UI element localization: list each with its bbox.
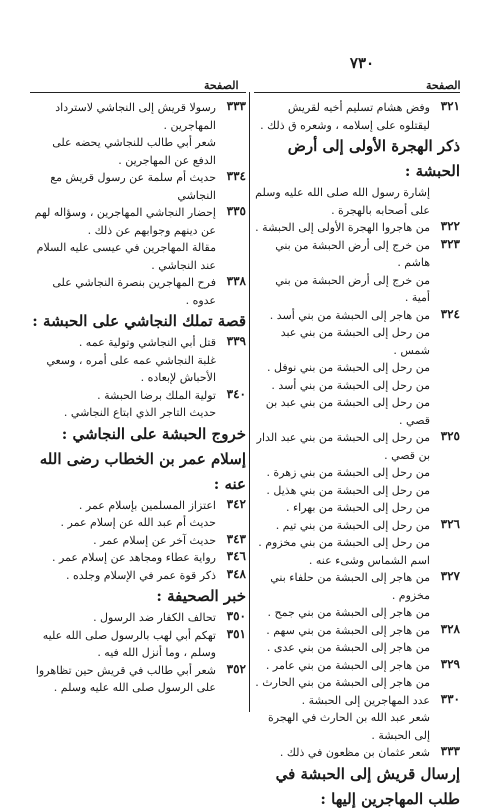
toc-entry	[254, 499, 460, 517]
entry-title: من رحل إلى الحبشة من بني تيم .	[275, 518, 430, 532]
entry-title: تولية الملك برضا الحبشة .	[97, 388, 216, 402]
toc-entry	[254, 517, 460, 535]
entry-page-number: ٣٣٠	[440, 691, 460, 706]
toc-entry	[30, 497, 246, 515]
toc-entry	[254, 307, 460, 325]
entry-title: من رحل إلى الحبشة من بني هذيل .	[266, 483, 430, 497]
toc-entry	[30, 549, 246, 567]
toc-entry	[30, 627, 246, 662]
toc-entry	[254, 377, 460, 395]
entry-title: حديث آخر عن إسلام عمر .	[93, 533, 216, 547]
entry-title: تحالف الكفار ضد الرسول .	[93, 611, 216, 624]
entry-title: تهكم أبي لهب بالرسول صلى الله عليه وسلم ، وما أنزل الله فيه .	[42, 628, 216, 659]
entry-title: من رحل إلى الحبشة من بني أسد .	[271, 378, 430, 392]
entry-title: شعر أبي طالب في قريش حين تظاهروا على الرسول صلى الله عليه وسلم .	[35, 663, 216, 694]
entry-title: إشارة رسول الله صلى الله عليه وسلم على أصحابه بالهجرة .	[255, 186, 430, 217]
entry-title: من هاجر إلى الحبشة من بني عدى .	[266, 641, 430, 654]
entry-title: من رحل إلى الحبشة من بني عبد الدار بن قصي .	[256, 431, 430, 462]
entry-title: من هاجر إلى الحبشة من بني الحارث .	[255, 676, 430, 689]
entry-title: من هاجر إلى الحبشة من بني جمح .	[267, 606, 430, 619]
entry-title: حديث التاجر الذي ابتاع النجاشي .	[63, 406, 216, 419]
entry-page-number: ٣٢٨	[440, 621, 460, 636]
entry-title: ذكر قوة عمر في الإسلام وجلده .	[65, 568, 216, 582]
toc-entry	[254, 324, 460, 359]
entry-page-number: ٣٢٦	[440, 516, 460, 531]
entry-title: من رحل إلى الحبشة من بهراء .	[286, 501, 430, 514]
toc-entry	[30, 609, 246, 627]
toc-entry	[30, 99, 246, 134]
toc-entry	[30, 567, 246, 585]
entry-title: من رحل إلى الحبشة من بني عبد شمس .	[280, 326, 430, 357]
entry-page-number: ٣٤٢	[226, 496, 246, 511]
toc-entry	[254, 534, 460, 552]
toc-entry	[30, 532, 246, 550]
entry-title: شعر عبد الله بن الحارث في الهجرة إلى الحبشة .	[268, 711, 430, 742]
toc-entry	[30, 134, 246, 169]
entry-title: من رحل إلى الحبشة من بني عبد بن قصي .	[265, 396, 430, 427]
entry-title: اعتزاز المسلمين بإسلام عمر .	[78, 498, 216, 512]
entry-title: حديث أم عبد الله عن إسلام عمر .	[60, 516, 216, 529]
entry-page-number: ٣٤٠	[226, 386, 246, 401]
entry-title: قتل أبي النجاشي وتولية عمه .	[78, 336, 216, 349]
section-heading: إسلام عمر بن الخطاب رضى الله عنه :	[39, 449, 246, 493]
toc-entry	[254, 394, 460, 429]
entry-title: اسم الشماس وشىء عنه .	[308, 553, 430, 567]
toc-entry	[254, 744, 460, 762]
entry-page-number: ٣٣٩	[226, 334, 246, 348]
toc-entry	[254, 552, 460, 570]
entry-page-number: ٣٢٤	[440, 306, 460, 321]
left-header-rule	[30, 92, 246, 93]
toc-entry	[30, 662, 246, 697]
toc-entry	[30, 274, 246, 309]
entry-page-number: ٣٥١	[226, 626, 246, 641]
section-heading: خبر الصحيفة :	[156, 587, 246, 605]
toc-entry	[30, 334, 246, 352]
entry-page-number: ٣٣٨	[226, 274, 246, 288]
entry-title: رسولا قريش إلى النجاشي لاسترداد المهاجرين .	[55, 101, 216, 132]
entry-title: شعر أبي طالب للنجاشي يحضه على الدفع عن المهاجرين .	[52, 136, 216, 167]
right-column-header: الصفحة	[426, 79, 461, 92]
entry-page-number: ٣٥٠	[226, 609, 246, 623]
section-heading: إرسال قريش إلى الحبشة في طلب المهاجرين إليها :	[275, 764, 460, 808]
toc-entry	[254, 464, 460, 482]
entry-title: من هاجر إلى الحبشة من بني سهم .	[266, 623, 430, 637]
toc-entry	[254, 674, 460, 692]
left-column-header: الصفحة	[204, 79, 239, 92]
entry-title: من خرج إلى أرض الحبشة من بني أمية .	[275, 273, 430, 304]
entry-title: من خرج إلى أرض الحبشة من بني هاشم .	[275, 238, 430, 269]
toc-entry	[30, 514, 246, 532]
entry-title: من هاجر إلى الحبشة من بني عامر .	[265, 658, 430, 672]
toc-entry	[254, 184, 460, 219]
section-heading: ذكر الهجرة الأولى إلى أرض الحبشة :	[287, 137, 460, 180]
toc-entry	[254, 429, 460, 464]
entry-page-number: ٣٥٢	[226, 661, 246, 676]
toc-entry	[254, 692, 460, 710]
left-column	[30, 99, 246, 697]
toc-entry	[254, 359, 460, 377]
page-number: ٧٣٠	[349, 54, 375, 72]
entry-title: شعر عثمان بن مظعون في ذلك .	[279, 746, 430, 759]
entry-title: مقالة المهاجرين في عيسى عليه السلام عند النجاشي .	[36, 241, 216, 272]
toc-entry	[254, 272, 460, 307]
entry-page-number: ٣٣٤	[226, 169, 246, 183]
toc-entry	[254, 709, 460, 744]
toc-entry	[254, 657, 460, 675]
entry-title: عدد المهاجرين إلى الحبشة .	[301, 693, 430, 707]
entry-page-number: ٣٢٣	[440, 236, 460, 251]
toc-entry	[254, 639, 460, 657]
entry-page-number: ٣٣٥	[226, 204, 246, 218]
toc-entry	[254, 622, 460, 640]
entry-title: من هاجروا الهجرة الأولى إلى الحبشة .	[255, 221, 430, 234]
entry-title: من هاجر إلى الحبشة من حلفاء بني مخزوم .	[270, 571, 430, 602]
entry-page-number: ٣٢٧	[440, 569, 460, 583]
toc-entry	[254, 237, 460, 272]
entry-page-number: ٣٤٣	[226, 531, 246, 546]
toc-entry	[30, 352, 246, 387]
entry-page-number: ٣٢٢	[440, 219, 460, 233]
entry-page-number: ٣٢١	[440, 99, 460, 113]
toc-entry	[254, 569, 460, 604]
entry-title: من رحل إلى الحبشة من بني زهرة .	[266, 466, 430, 479]
toc-entry	[30, 404, 246, 422]
section-heading: قصة تملك النجاشي على الحبشة :	[32, 312, 246, 330]
entry-title: فرح المهاجرين بنصرة النجاشي على عدوه .	[52, 276, 216, 307]
entry-title: رواية عطاء ومجاهد عن إسلام عمر .	[51, 551, 216, 564]
entry-page-number: ٣٢٩	[440, 656, 460, 671]
entry-title: غلبة النجاشي عمه على أمره ، وسعي الأحباش لإبعاده .	[46, 353, 216, 384]
toc-entry	[30, 239, 246, 274]
entry-page-number: ٣٢٥	[440, 429, 460, 443]
toc-entry	[254, 604, 460, 622]
right-header-rule	[254, 92, 460, 93]
entry-page-number: ٣٣٣	[440, 744, 460, 758]
entry-title: وفض هشام تسليم أخيه لقريش ليقتلوه على إسلامه ، وشعره ق ذلك .	[260, 101, 430, 132]
column-divider	[249, 92, 250, 712]
entry-title: من هاجر إلى الحبشة من بني أسد .	[269, 308, 430, 322]
entry-title: حديث أم سلمة عن رسول قريش مع النجاشي	[50, 171, 216, 202]
toc-entry	[254, 482, 460, 500]
entry-page-number: ٣٤٨	[226, 566, 246, 581]
entry-title: من رحل إلى الحبشة من بني مخزوم .	[258, 536, 430, 549]
toc-entry	[30, 204, 246, 239]
entry-page-number: ٣٣٣	[226, 99, 246, 113]
toc-entry	[254, 99, 460, 134]
toc-entry	[30, 387, 246, 405]
entry-title: إحضار النجاشي المهاجرين ، وسؤاله لهم عن دينهم وجوابهم عن ذلك .	[34, 206, 216, 237]
toc-entry	[30, 169, 246, 204]
toc-entry	[254, 219, 460, 237]
section-heading: خروج الحبشة على النجاشي :	[61, 424, 246, 443]
right-column	[254, 99, 460, 812]
entry-page-number: ٣٤٦	[226, 549, 246, 563]
entry-title: من رحل إلى الحبشة من بني نوفل .	[267, 361, 430, 374]
